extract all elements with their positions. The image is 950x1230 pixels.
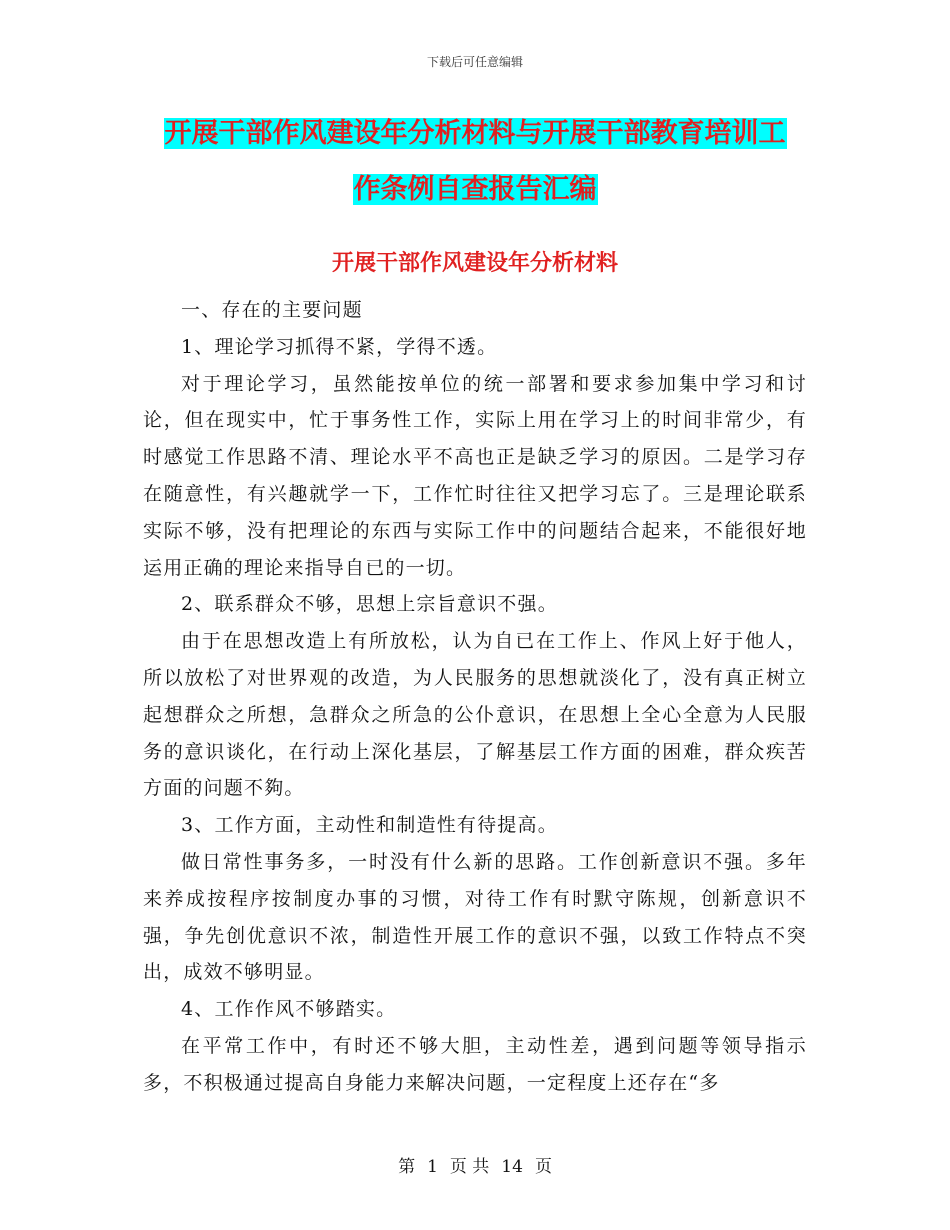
body-paragraph: 做日常性事务多，一时没有什么新的思路。工作创新意识不强。多年来养成按程序按制度办事的习惯，对待工作有时默守陈规，创新意识不强，争先创优意识不浓，制造性开展工作的意识不强，以致工作特点不突出，成效不够明显。 — [143, 850, 807, 984]
subheading-3: 3、工作方面，主动性和制造性有待提高。 — [181, 814, 558, 837]
page-mid: 页 共 — [449, 1157, 490, 1177]
heading-main-problems: 一、存在的主要问题 — [181, 299, 363, 321]
document-title-line-2: 作条例自查报告汇编 — [353, 174, 597, 205]
subheading-2: 2、联系群众不够，思想上宗旨意识不强。 — [181, 593, 558, 616]
document-body — [143, 292, 807, 1102]
subheading-1: 1、理论学习抓得不紧，学得不透。 — [181, 335, 498, 358]
section-title: 开展干部作风建设年分析材料 — [331, 251, 618, 276]
body-paragraph: 对于理论学习，虽然能按单位的统一部署和要求参加集中学习和讨论，但在现实中，忙于事务性工作，实际上用在学习上的时间非常少，有时感觉工作思路不清、理论水平不高也正是缺乏学习的原因。二是学习存在随意性，有兴趣就学一下，工作忙时往往又把学习忘了。三是理论联系实际不够，没有把理论的东西与实际工作中的问题结合起来，不能很好地运用正确的理论来指导自已的一切。 — [143, 372, 807, 579]
page-prefix: 第 — [398, 1157, 416, 1177]
body-paragraph: 在平常工作中，有时还不够大胆，主动性差，遇到问题等领导指示多，不积极通过提高自身能力来解决问题，一定程度上还存在“多 — [143, 1034, 807, 1094]
document-title — [0, 106, 950, 218]
body-paragraph: 由于在思想改造上有所放松，认为自已在工作上、作风上好于他人，所以放松了对世界观的改造，为人民服务的思想就淡化了，没有真正树立起想群众之所想，急群众之所急的公仆意识，在思想上全心全意为人民服务的意识谈化，在行动上深化基层，了解基层工作方面的困难，群众疾苦方面的问题不夠。 — [143, 630, 807, 800]
document-title-line-1: 开展干部作风建设年分析材料与开展干部教育培训工 — [164, 118, 786, 149]
page-current: 1 — [427, 1157, 438, 1177]
page-suffix: 页 — [534, 1157, 552, 1177]
header-note: 下载后可任意编辑 — [426, 55, 523, 69]
page-footer — [0, 1152, 950, 1177]
subheading-4: 4、工作作风不够踏实。 — [181, 998, 397, 1021]
page-total: 14 — [501, 1157, 523, 1177]
